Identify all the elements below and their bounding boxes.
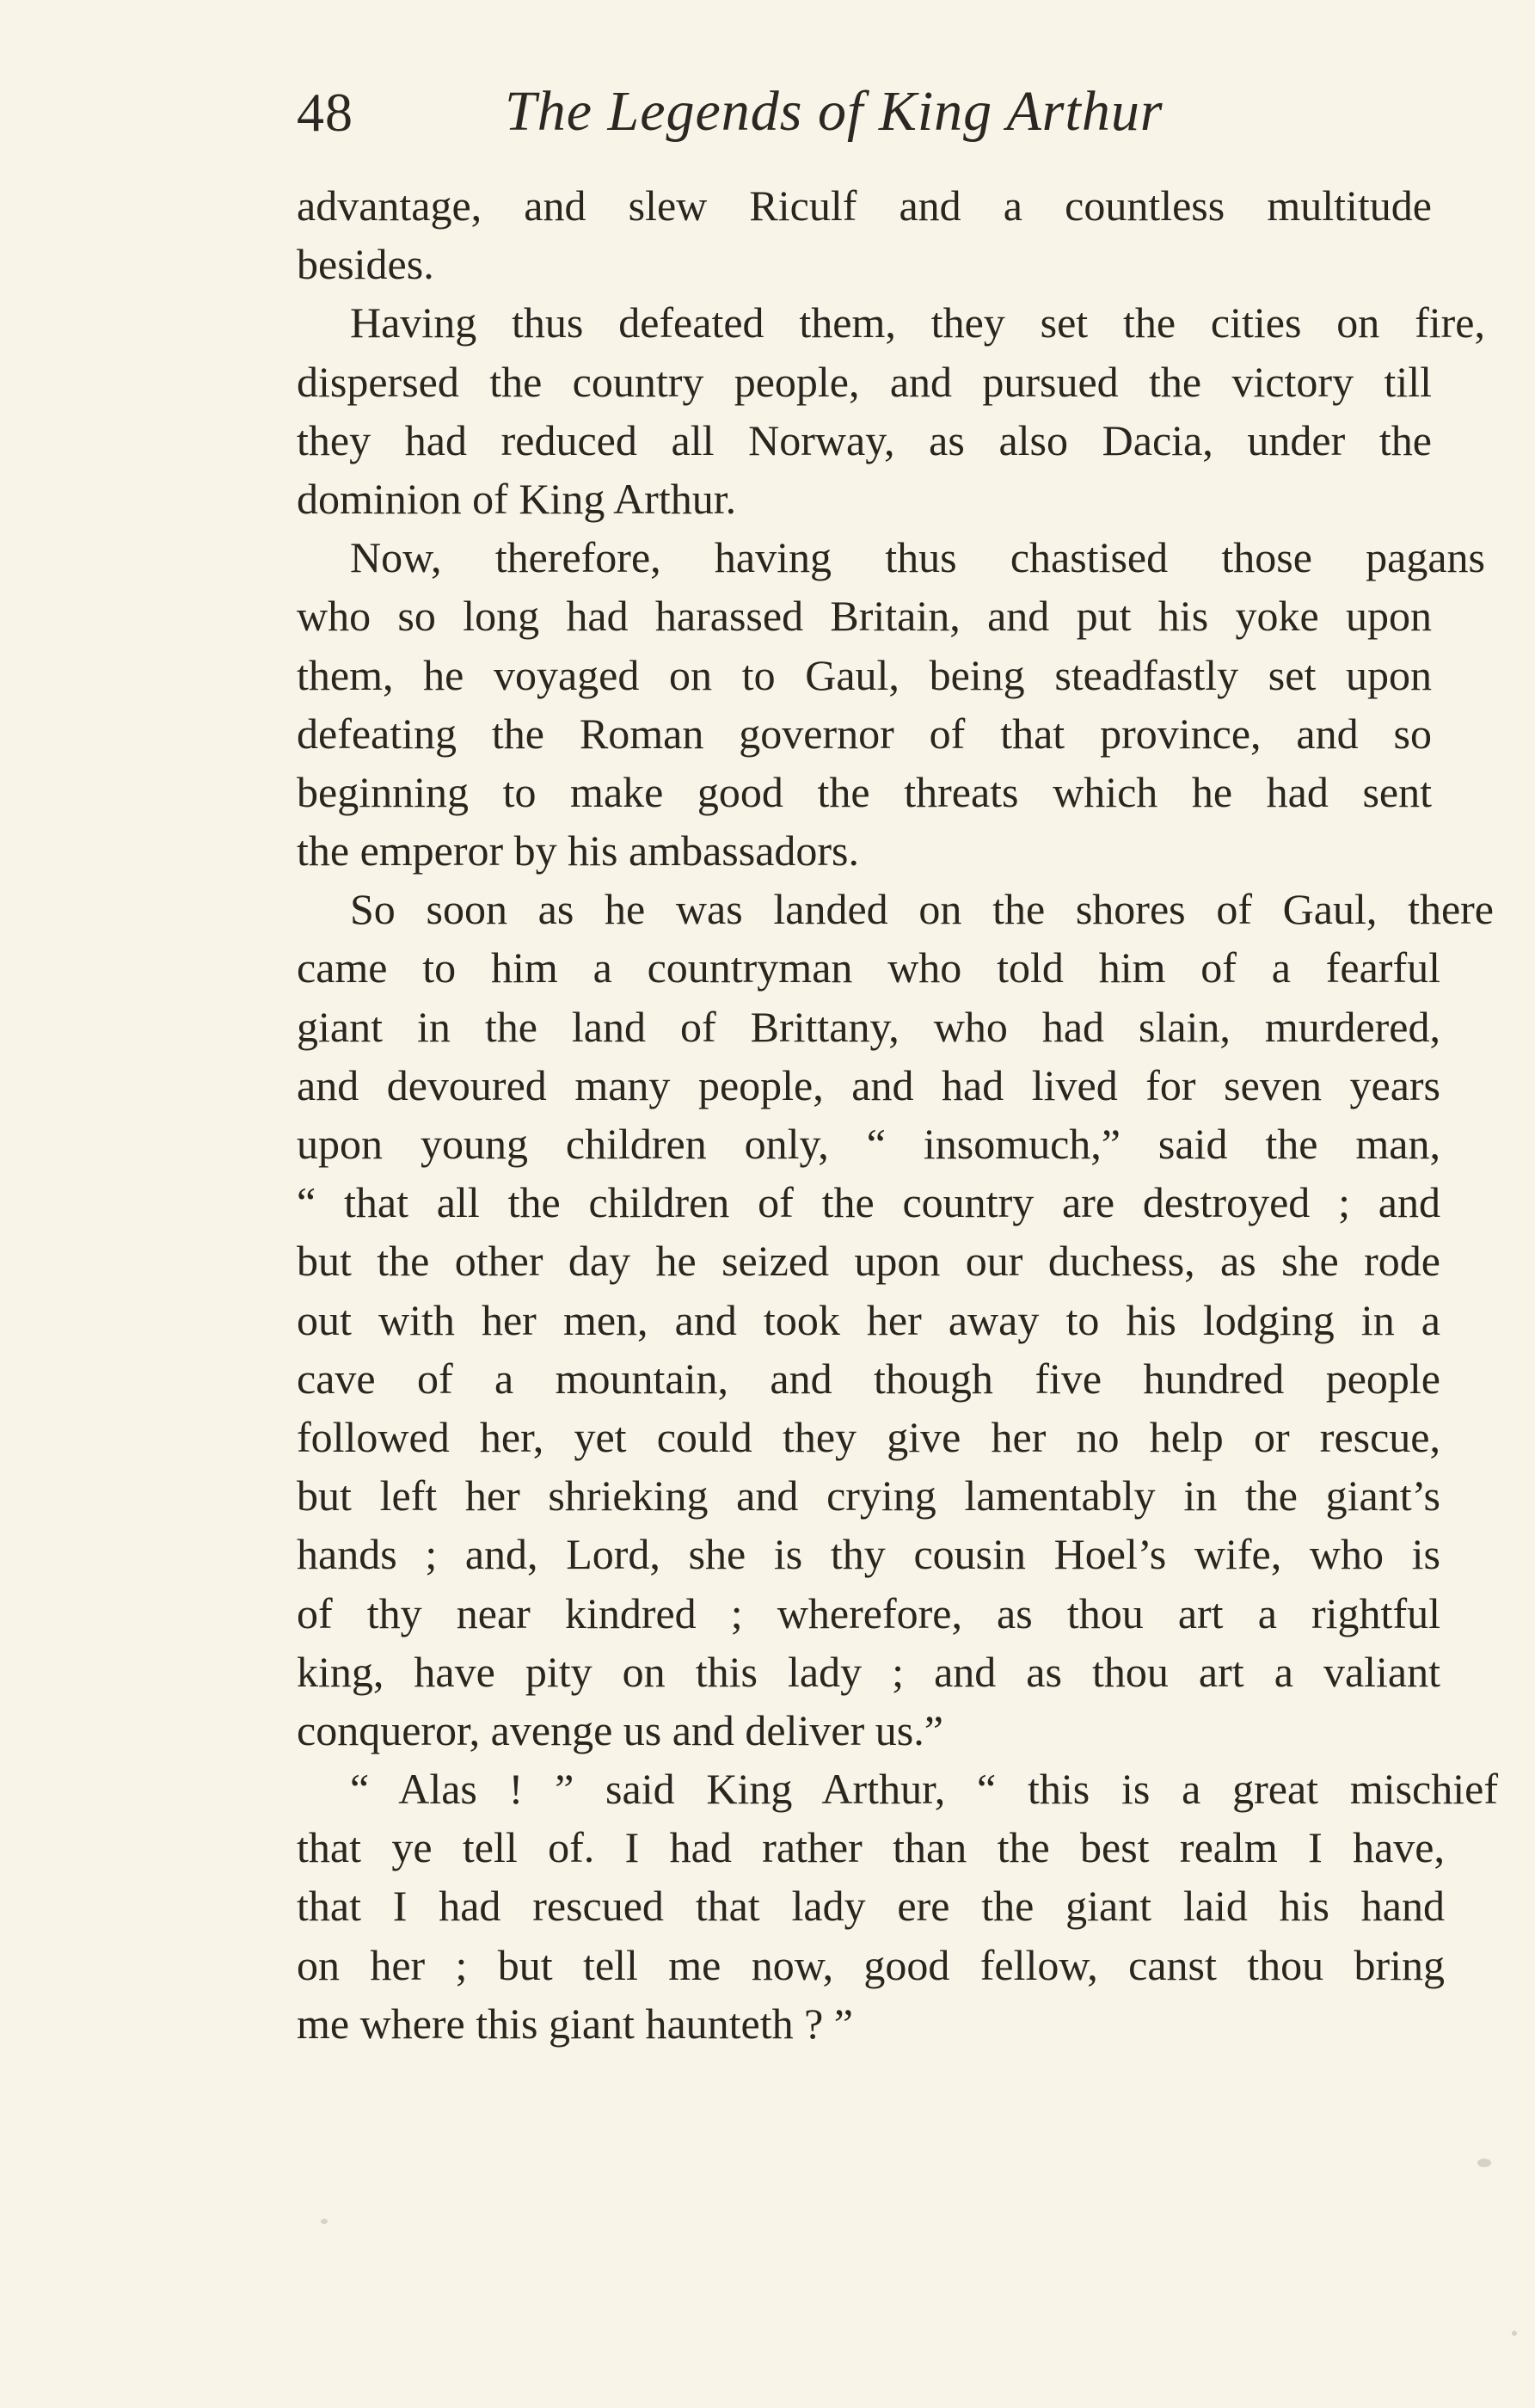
text-line: but left her shrieking and crying lamentably in the giant’s	[297, 1471, 1440, 1520]
text-line: came to him a countryman who told him of a fearful	[297, 943, 1440, 992]
text-line: defeating the Roman governor of that province, and so	[297, 709, 1432, 758]
text-line: but the other day he seized upon our duchess, as she rode	[297, 1237, 1440, 1286]
text-line: “ that all the children of the country are destroyed ; and	[297, 1178, 1440, 1227]
paper-speck	[1477, 2159, 1491, 2167]
text-line: hands ; and, Lord, she is thy cousin Hoel’s wife, who is	[297, 1530, 1440, 1579]
running-title: The Legends of King Arthur	[505, 80, 1164, 143]
text-line: So soon as he was landed on the shores of Gaul, there	[350, 885, 1494, 934]
text-line: upon young children only, “ insomuch,” said the man,	[297, 1120, 1440, 1168]
page-number: 48	[297, 82, 353, 143]
text-line: dispersed the country people, and pursued the victory till	[297, 357, 1432, 406]
text-line: that ye tell of. I had rather than the best realm I have,	[297, 1823, 1445, 1872]
text-line: giant in the land of Brittany, who had slain, murdered,	[297, 1002, 1440, 1051]
text-line: dominion of King Arthur.	[297, 474, 737, 523]
text-line: king, have pity on this lady ; and as thou art a valiant	[297, 1647, 1440, 1696]
text-line: they had reduced all Norway, as also Dacia, under the	[297, 415, 1432, 464]
text-line: besides.	[297, 240, 434, 289]
paper-speck	[1512, 2331, 1517, 2336]
text-line: cave of a mountain, and though five hundred people	[297, 1354, 1440, 1403]
text-line: out with her men, and took her away to his lodging in a	[297, 1295, 1440, 1344]
text-line: and devoured many people, and had lived for seven years	[297, 1060, 1440, 1109]
text-line: who so long had harassed Britain, and put his yoke upon	[297, 592, 1432, 641]
text-line: advantage, and slew Riculf and a countless multitude	[297, 181, 1432, 230]
text-line: conqueror, avenge us and deliver us.”	[297, 1705, 943, 1754]
body-text	[297, 176, 1498, 2053]
text-line: that I had rescued that lady ere the giant laid his hand	[297, 1882, 1445, 1931]
text-line: me where this giant haunteth ? ”	[297, 1999, 853, 2048]
text-line: beginning to make good the threats which he had sent	[297, 767, 1432, 816]
text-line: Now, therefore, having thus chastised those pagans	[350, 533, 1485, 582]
text-line: Having thus defeated them, they set the cities on fire,	[350, 298, 1485, 347]
text-line: followed her, yet could they give her no help or rescue,	[297, 1412, 1440, 1461]
text-line: on her ; but tell me now, good fellow, canst thou bring	[297, 1940, 1445, 1989]
paper-speck	[321, 2219, 328, 2224]
text-line: “ Alas ! ” said King Arthur, “ this is a great mischief	[350, 1765, 1498, 1814]
page-header	[297, 76, 1243, 153]
text-line: them, he voyaged on to Gaul, being steadfastly set upon	[297, 650, 1432, 699]
text-line: of thy near kindred ; wherefore, as thou art a rightful	[297, 1588, 1440, 1637]
text-line: the emperor by his ambassadors.	[297, 826, 860, 875]
